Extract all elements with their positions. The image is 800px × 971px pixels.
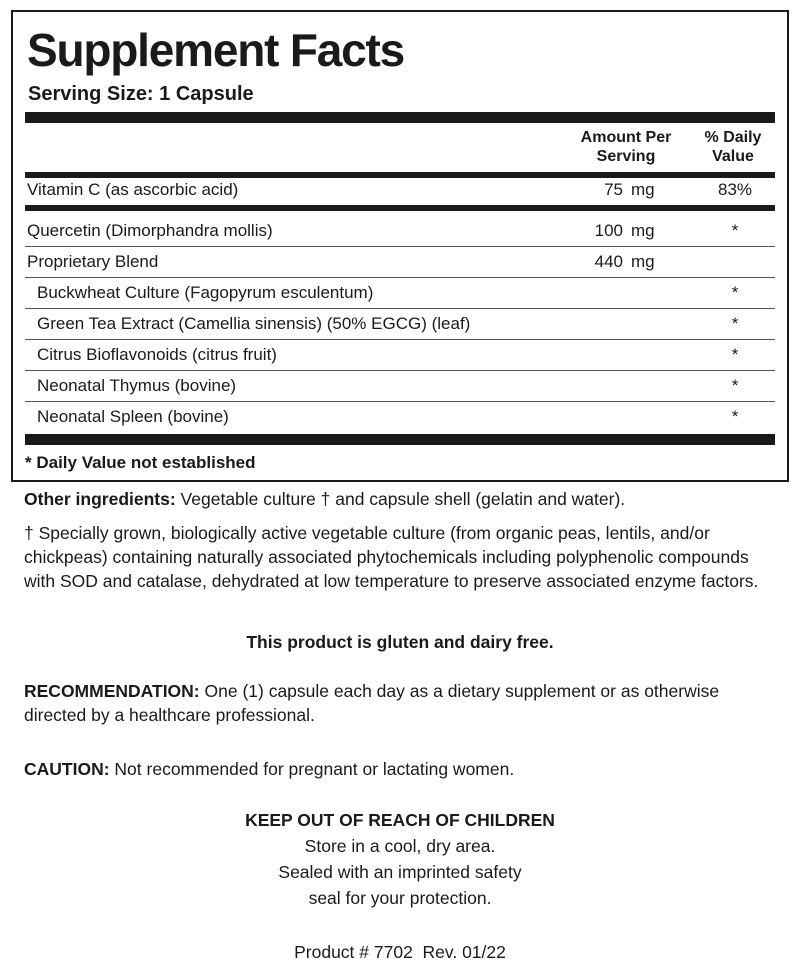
- nutrient-unit: mg: [631, 252, 655, 271]
- supplement-facts-panel: [11, 10, 789, 482]
- serving-size: Serving Size: 1 Capsule: [28, 83, 254, 105]
- recommendation-text: One (1) capsule each day as a dietary supplement or as otherwise directed by a healthcare professional.: [24, 681, 720, 725]
- nutrient-dv: *: [731, 376, 739, 395]
- nutrient-dv: 83%: [717, 180, 753, 199]
- nutrient-unit: mg: [631, 221, 655, 240]
- blend-ingredient-name: Buckwheat Culture (Fagopyrum esculentum): [37, 283, 374, 302]
- nutrient-dv: *: [731, 345, 739, 364]
- nutrient-dv: *: [731, 283, 739, 302]
- caution: [24, 757, 784, 781]
- nutrient-dv: *: [731, 314, 739, 333]
- header-divider: [25, 172, 775, 178]
- storage-line: seal for your protection.: [308, 888, 492, 908]
- dv-header-line1: % Daily: [704, 129, 762, 146]
- daily-value-header: [693, 128, 773, 166]
- facts-title: Supplement Facts: [27, 24, 404, 76]
- row-divider: [25, 277, 775, 278]
- gluten-free-statement: This product is gluten and dairy free.: [246, 632, 554, 652]
- recommendation-label: RECOMMENDATION:: [24, 681, 200, 701]
- nutrient-amount: 75: [604, 180, 623, 199]
- dv-header-line2: Value: [712, 148, 754, 165]
- dagger-footnote: † Specially grown, biologically active vegetable culture (from organic peas, lentils, and/or chickpeas) containing naturally associated phytochemicals including polyphenolic compounds with SOD and catalase, dehydrated at low temperature to preserve associated enzyme factors.: [24, 523, 759, 591]
- nutrient-dv: *: [731, 221, 739, 240]
- blend-ingredient-name: Neonatal Spleen (bovine): [37, 407, 229, 426]
- other-ingredients: [24, 487, 784, 511]
- nutrient-name: Vitamin C (as ascorbic acid): [27, 180, 239, 199]
- blend-ingredient-name: Citrus Bioflavonoids (citrus fruit): [37, 345, 277, 364]
- amount-per-serving-header: [561, 128, 691, 166]
- keep-out-warning: KEEP OUT OF REACH OF CHILDREN: [245, 810, 555, 830]
- other-ingredients-text: Vegetable culture † and capsule shell (gelatin and water).: [175, 489, 626, 509]
- nutrient-amount: 440: [594, 252, 623, 271]
- row-divider: [25, 339, 775, 340]
- row-divider: [25, 246, 775, 247]
- storage-line: Store in a cool, dry area.: [304, 836, 496, 856]
- amount-header-line1: Amount Per: [580, 129, 672, 146]
- nutrient-amount: 100: [594, 221, 623, 240]
- nutrient-unit: mg: [631, 180, 655, 199]
- thick-divider: [25, 112, 775, 123]
- storage-line: Sealed with an imprinted safety: [278, 862, 522, 882]
- row-divider: [25, 401, 775, 402]
- amount-header-line2: Serving: [596, 148, 656, 165]
- blend-ingredient-name: Green Tea Extract (Camellia sinensis) (50% EGCG) (leaf): [37, 314, 471, 333]
- nutrient-name: Quercetin (Dimorphandra mollis): [27, 221, 273, 240]
- section-divider: [25, 205, 775, 211]
- other-ingredients-label: Other ingredients:: [24, 489, 176, 509]
- bottom-thick-divider: [25, 434, 775, 445]
- daily-value-footnote: * Daily Value not established: [25, 453, 256, 472]
- recommendation: [24, 679, 784, 727]
- blend-ingredient-name: Neonatal Thymus (bovine): [37, 376, 237, 395]
- product-number: Product # 7702 Rev. 01/22: [294, 942, 506, 962]
- caution-label: CAUTION:: [24, 759, 110, 779]
- nutrient-dv: *: [731, 407, 739, 426]
- nutrient-name: Proprietary Blend: [27, 252, 159, 271]
- caution-text: Not recommended for pregnant or lactating women.: [109, 759, 515, 779]
- row-divider: [25, 308, 775, 309]
- row-divider: [25, 370, 775, 371]
